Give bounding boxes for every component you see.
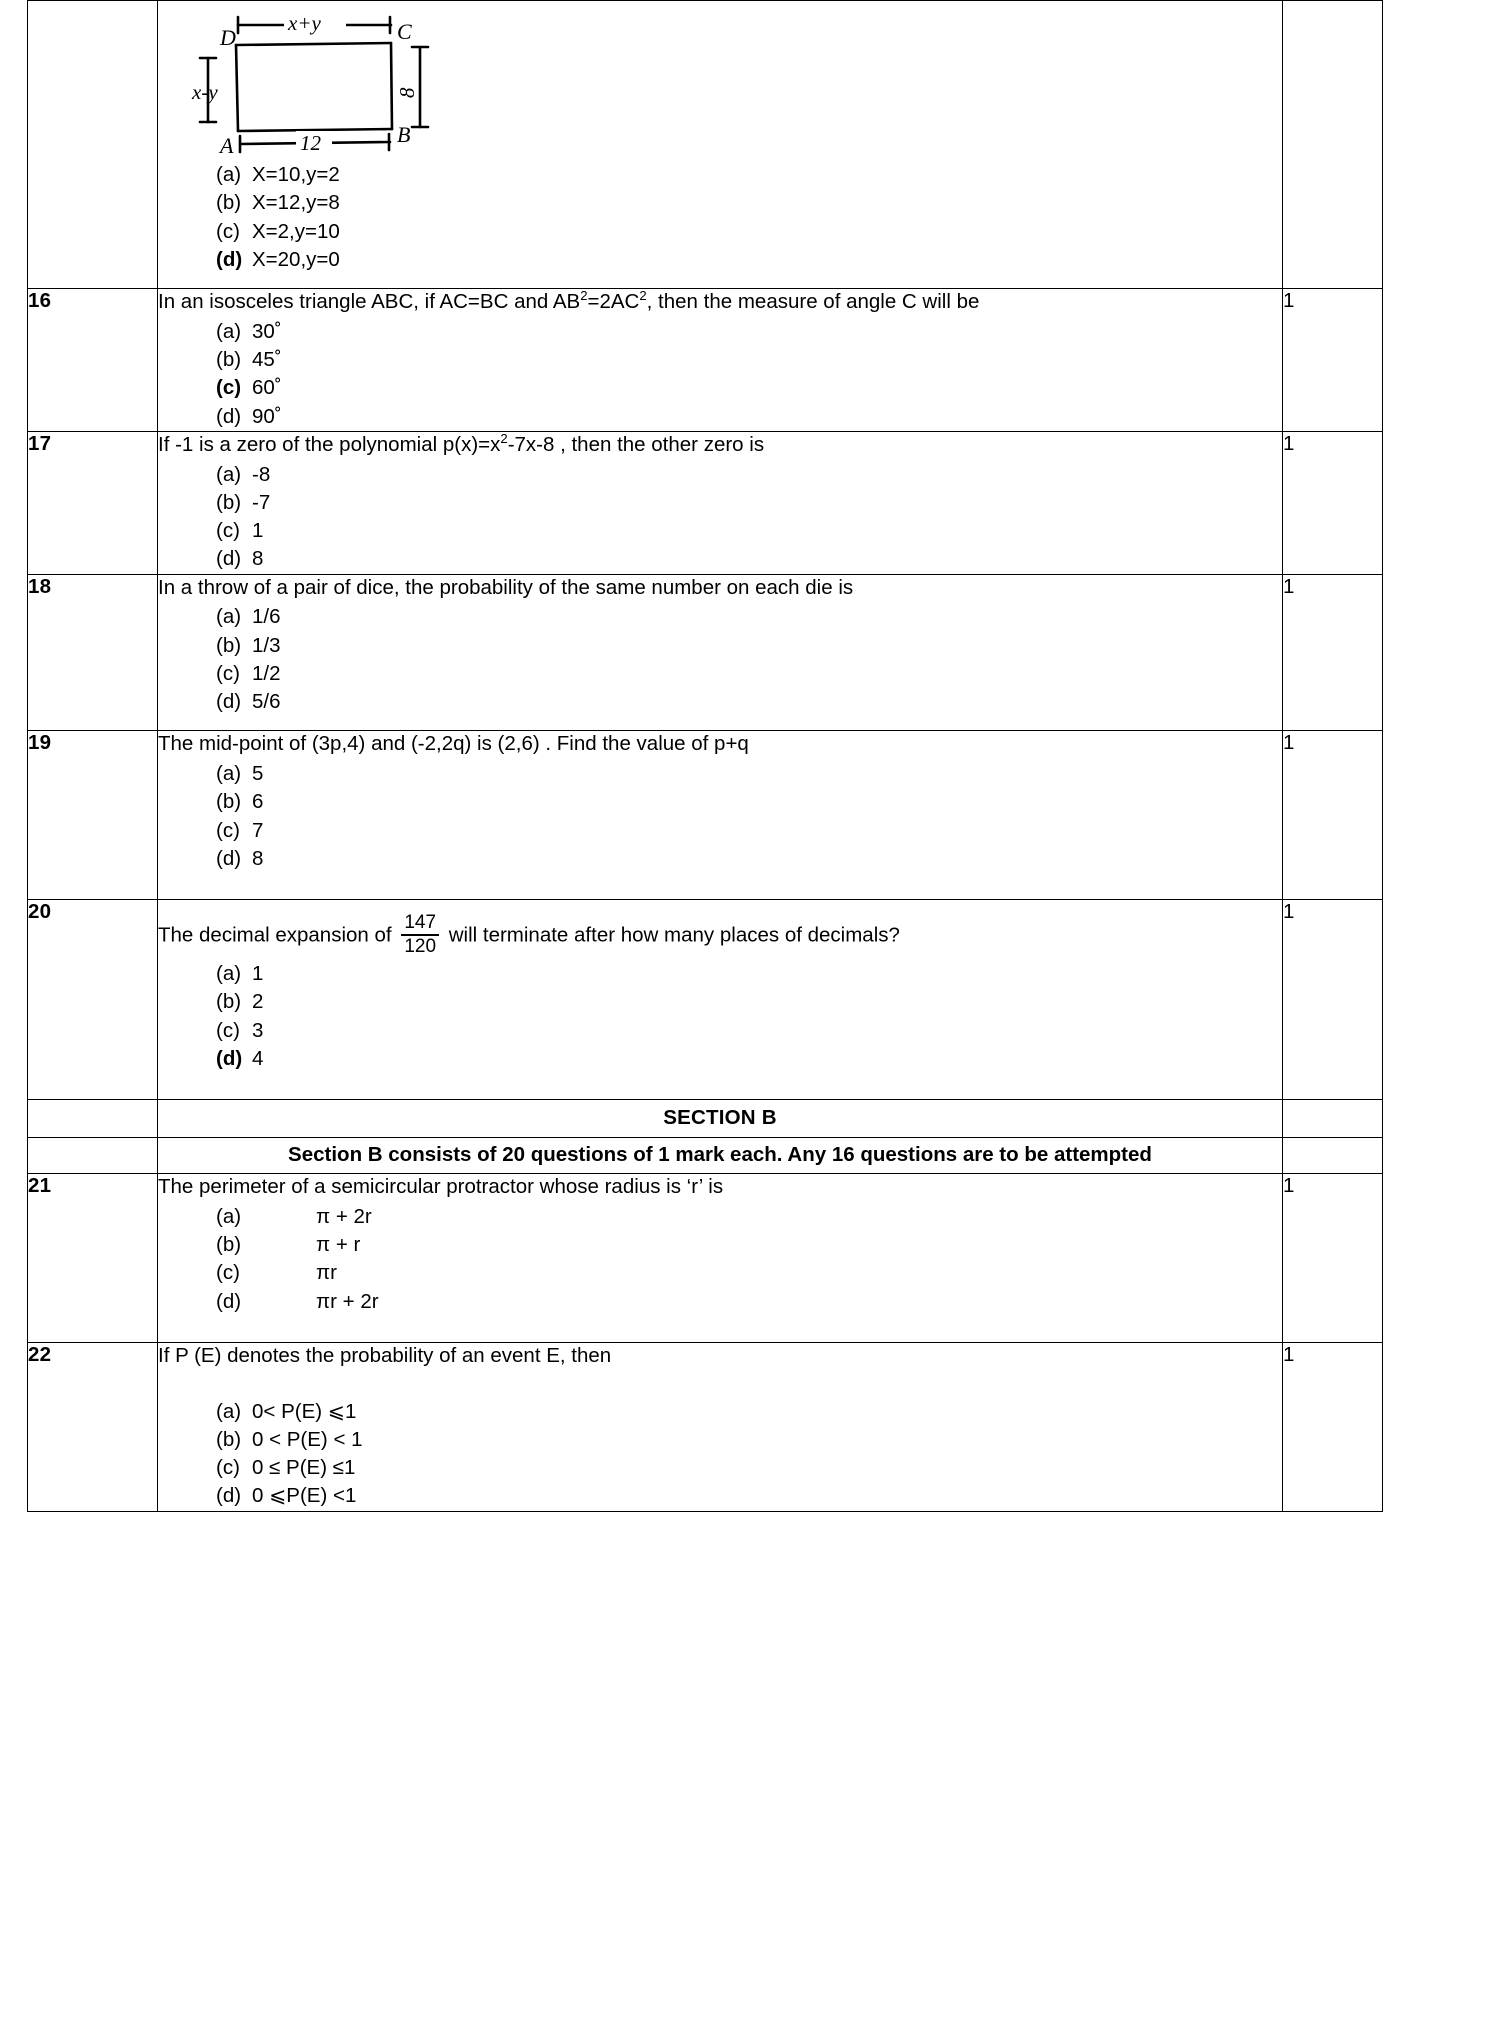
option-item[interactable] (216, 603, 1282, 631)
section-b-banner-cell (158, 1100, 1283, 1138)
option-text: 1 (252, 962, 264, 986)
option-list (158, 603, 1282, 716)
table-row (28, 289, 1383, 432)
question-body (158, 731, 1283, 900)
question-text: In an isosceles triangle ABC, if AC=BC and $AB^2=2AC^2$, then the measure of angle C will be (158, 288, 980, 314)
option-label: (c) (216, 1018, 240, 1042)
option-item[interactable] (216, 517, 1282, 545)
dimension-label-top: x+y (288, 11, 321, 35)
option-item[interactable] (216, 374, 1282, 402)
option-label: (a) (216, 962, 242, 986)
option-label: (c) (216, 1456, 240, 1480)
option-text: 6 (252, 790, 264, 814)
option-text: 4 (252, 1046, 264, 1070)
vertex-label-c: C (397, 19, 412, 44)
option-list (158, 318, 1282, 431)
option-text: 5 (252, 762, 264, 786)
dimension-label-left: x-y (192, 80, 218, 104)
vertex-label-b: B (397, 122, 411, 147)
question-marks (1283, 1, 1383, 289)
section-banner-row (28, 1100, 1383, 1138)
question-marks: 1 (1283, 1342, 1383, 1511)
option-label: (d) (216, 1484, 242, 1508)
option-label: (d) (216, 547, 242, 571)
section-b-title: SECTION B (663, 1106, 777, 1130)
option-text: π + r (316, 1233, 361, 1257)
question-number: 19 (28, 731, 158, 900)
option-label: (a) (216, 163, 242, 186)
option-text: X=12,y=8 (252, 191, 340, 215)
option-label: (b) (216, 790, 242, 814)
option-text: X=20,y=0 (252, 247, 340, 271)
option-text: 1 (252, 519, 264, 543)
option-item[interactable] (216, 688, 1282, 716)
option-text: 90˚ (252, 404, 282, 428)
option-list (158, 1203, 1282, 1316)
question-body (158, 289, 1283, 432)
option-label: (a) (216, 762, 242, 786)
option-list (158, 960, 1282, 1073)
table-row (28, 731, 1383, 900)
question-number: 18 (28, 574, 158, 731)
option-text: 5/6 (252, 690, 281, 714)
option-item[interactable] (216, 346, 1282, 374)
option-item[interactable] (216, 1454, 1282, 1482)
option-item[interactable] (216, 1398, 1282, 1426)
empty-number-cell (28, 1100, 158, 1138)
option-text: 0 ⩽P(E) <1 (252, 1484, 357, 1508)
option-item[interactable] (216, 545, 1282, 573)
question-text: The perimeter of a semicircular protractor whose radius is ‘r’ is (158, 1175, 724, 1199)
option-item[interactable] (216, 845, 1282, 873)
question-number: 21 (28, 1174, 158, 1343)
option-text: 2 (252, 990, 264, 1014)
question-body (158, 900, 1283, 1100)
option-item[interactable] (216, 1482, 1282, 1510)
option-item[interactable] (216, 788, 1282, 816)
question-number: 22 (28, 1342, 158, 1511)
option-item[interactable] (216, 660, 1282, 688)
table-row (28, 1, 1383, 289)
option-item[interactable] (216, 161, 1282, 189)
option-label: (d) (216, 1046, 243, 1070)
question-body (158, 574, 1283, 731)
option-item[interactable] (216, 246, 1282, 274)
question-prefix: The decimal expansion of (158, 923, 398, 947)
option-item[interactable] (216, 1045, 1282, 1073)
option-label: (a) (216, 462, 242, 486)
option-text: π + 2r (316, 1204, 372, 1228)
option-text: 8 (252, 547, 264, 571)
option-list (158, 461, 1282, 574)
option-label: (c) (216, 1261, 240, 1285)
question-number: 20 (28, 900, 158, 1100)
question-marks: 1 (1283, 289, 1383, 432)
option-label: (b) (216, 348, 242, 372)
section-instruction-row (28, 1138, 1383, 1174)
option-text: 3 (252, 1018, 264, 1042)
option-item[interactable] (216, 189, 1282, 217)
table-row (28, 574, 1383, 731)
dimension-label-right: 8 (395, 87, 419, 98)
option-item[interactable] (216, 632, 1282, 660)
option-item[interactable] (216, 318, 1282, 346)
option-label: (c) (216, 219, 240, 243)
option-list (158, 161, 1282, 274)
question-text: In a throw of a pair of dice, the probability of the same number on each die is (158, 575, 854, 599)
fraction-147-over-120 (401, 913, 439, 957)
option-text: 1/3 (252, 633, 281, 657)
vertex-label-d: D (220, 25, 236, 50)
empty-number-cell (28, 1138, 158, 1174)
option-label: (b) (216, 191, 242, 215)
option-text: 30˚ (252, 319, 282, 343)
option-label: (b) (216, 490, 242, 514)
option-item[interactable] (216, 403, 1282, 431)
option-label: (a) (216, 1204, 242, 1228)
diagram-container (158, 1, 1282, 161)
option-text: X=10,y=2 (252, 163, 340, 186)
option-label: (b) (216, 1427, 242, 1451)
fraction-numerator: 147 (404, 912, 437, 934)
section-b-instruction-cell (158, 1138, 1283, 1174)
question-text: If P (E) denotes the probability of an event E, then (158, 1343, 612, 1367)
question-table (27, 0, 1383, 1512)
option-label: (b) (216, 990, 242, 1014)
table-row (28, 431, 1383, 574)
option-text: 1/2 (252, 661, 281, 685)
option-item[interactable] (216, 817, 1282, 845)
option-text: 7 (252, 818, 264, 842)
option-label: (a) (216, 1399, 242, 1423)
question-suffix: will terminate after how many places of decimals? (443, 923, 900, 947)
question-text: If -1 is a zero of the polynomial $p(x)=x^2-7x-8$ , then the other zero is (158, 431, 765, 456)
question-body (158, 1342, 1283, 1511)
question-body (158, 431, 1283, 574)
option-label: (b) (216, 633, 242, 657)
question-marks: 1 (1283, 431, 1383, 574)
option-item[interactable] (216, 1231, 1282, 1259)
option-label: (d) (216, 1289, 242, 1313)
option-label: (a) (216, 605, 242, 629)
option-text: 0 < P(E) < 1 (252, 1427, 363, 1451)
option-item[interactable] (216, 1203, 1282, 1231)
table-row (28, 900, 1383, 1100)
table-row (28, 1342, 1383, 1511)
option-label: (c) (216, 818, 240, 842)
option-label: (a) (216, 319, 242, 343)
table-row (28, 1174, 1383, 1343)
option-label: (d) (216, 247, 243, 271)
option-text: -7 (252, 490, 271, 514)
option-item[interactable] (216, 760, 1282, 788)
option-text: X=2,y=10 (252, 219, 340, 243)
option-item[interactable] (216, 1288, 1282, 1316)
dimension-label-bottom: 12 (300, 131, 321, 155)
question-marks: 1 (1283, 574, 1383, 731)
option-item[interactable] (216, 1259, 1282, 1287)
option-label: (c) (216, 376, 242, 400)
vertex-label-a: A (220, 133, 234, 158)
option-text: 1/6 (252, 605, 281, 629)
option-item[interactable] (216, 960, 1282, 988)
empty-marks-cell (1283, 1100, 1383, 1138)
option-label: (b) (216, 1233, 242, 1257)
option-text: πr + 2r (316, 1289, 379, 1313)
option-item[interactable] (216, 218, 1282, 246)
section-b-instruction: Section B consists of 20 questions of 1 mark each. Any 16 questions are to be attempted (288, 1143, 1152, 1167)
question-number: 17 (28, 431, 158, 574)
option-text: 60˚ (252, 376, 282, 400)
option-label: (d) (216, 404, 242, 428)
option-item[interactable] (216, 1426, 1282, 1454)
option-label: (c) (216, 519, 240, 543)
question-body (158, 1, 1283, 289)
question-text (158, 914, 1282, 958)
option-text: 0 ≤ P(E) ≤1 (252, 1456, 356, 1480)
option-item[interactable] (216, 489, 1282, 517)
question-marks: 1 (1283, 900, 1383, 1100)
option-list (158, 1398, 1282, 1511)
option-list (158, 760, 1282, 873)
option-label: (d) (216, 690, 242, 714)
question-number (28, 1, 158, 289)
option-text: πr (316, 1261, 337, 1285)
option-text: -8 (252, 462, 271, 486)
option-label: (d) (216, 846, 242, 870)
question-marks: 1 (1283, 1174, 1383, 1343)
option-text: 8 (252, 846, 264, 870)
option-item[interactable] (216, 1017, 1282, 1045)
option-item[interactable] (216, 988, 1282, 1016)
empty-marks-cell (1283, 1138, 1383, 1174)
option-text: 0< P(E) ⩽1 (252, 1399, 357, 1423)
question-number: 16 (28, 289, 158, 432)
option-item[interactable] (216, 461, 1282, 489)
option-label: (c) (216, 661, 240, 685)
question-text: The mid-point of (3p,4) and (-2,2q) is (2,6) . Find the value of p+q (158, 732, 749, 756)
option-text: 45˚ (252, 348, 282, 372)
rectangle-abcd-diagram (176, 3, 476, 163)
fraction-denominator: 120 (404, 936, 437, 958)
question-body (158, 1174, 1283, 1343)
question-marks: 1 (1283, 731, 1383, 900)
